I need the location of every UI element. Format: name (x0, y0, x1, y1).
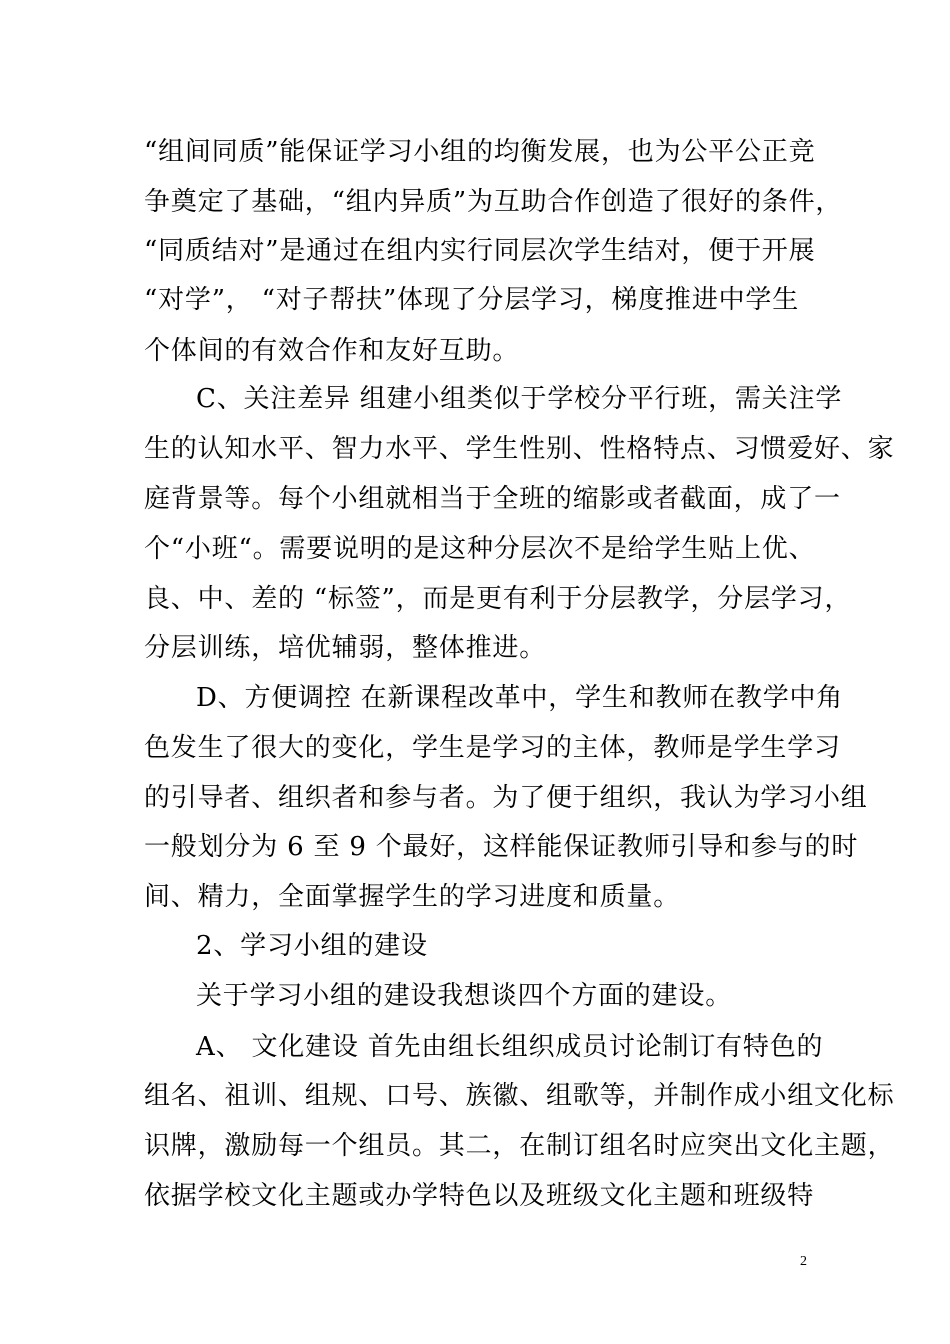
paragraph-a-heading-line: A、 文化建设 首先由组长组织成员讨论制订有特色的 (196, 1032, 824, 1062)
text-line: 色发生了很大的变化，学生是学习的主体，教师是学生学习 (144, 733, 841, 763)
text-line: 个“小班“。需要说明的是这种分层次不是给学生贴上优、 (144, 534, 816, 564)
text-line: “对学”， “对子帮扶”体现了分层学习，梯度推进中学生 (144, 285, 800, 315)
text-line: 庭背景等。每个小组就相当于全班的缩影或者截面，成了一 (144, 484, 841, 514)
text-line: 识牌，激励每一个组员。其二，在制订组名时应突出文化主题， (144, 1131, 895, 1161)
text-line: 间、精力，全面掌握学生的学习进度和质量。 (144, 882, 681, 912)
text-line: 良、中、差的 “标签”，而是更有利于分层教学，分层学习， (144, 584, 852, 614)
text-line: 组名、祖训、组规、口号、族徽、组歌等，并制作成小组文化标 (144, 1081, 895, 1111)
text-line: “同质结对”是通过在组内实行同层次学生结对，便于开展 (144, 236, 816, 266)
text-line: 个体间的有效合作和友好互助。 (144, 336, 520, 366)
section-heading: 2、学习小组的建设 (196, 931, 428, 961)
paragraph-d-heading-line: D、方便调控 在新课程改革中，学生和教师在教学中角 (196, 683, 844, 713)
text-line: 分层训练，培优辅弱，整体推进。 (144, 633, 547, 663)
text-line: 一般划分为 6 至 9 个最好，这样能保证教师引导和参与的时 (144, 832, 859, 862)
page-number: 2 (800, 1254, 807, 1269)
text-line: 生的认知水平、智力水平、学生性别、性格特点、习惯爱好、家 (144, 434, 895, 464)
text-line: 争奠定了基础，“组内异质”为互助合作创造了很好的条件， (144, 187, 843, 217)
paragraph-c-heading-line: C、关注差异 组建小组类似于学校分平行班，需关注学 (196, 384, 843, 414)
text-line: 依据学校文化主题或办学特色以及班级文化主题和班级特 (144, 1181, 815, 1211)
text-line: 关于学习小组的建设我想谈四个方面的建设。 (196, 981, 733, 1011)
text-line: “组间同质”能保证学习小组的均衡发展，也为公平公正竞 (144, 137, 816, 167)
text-line: 的引导者、组织者和参与者。为了便于组织，我认为学习小组 (144, 783, 868, 813)
